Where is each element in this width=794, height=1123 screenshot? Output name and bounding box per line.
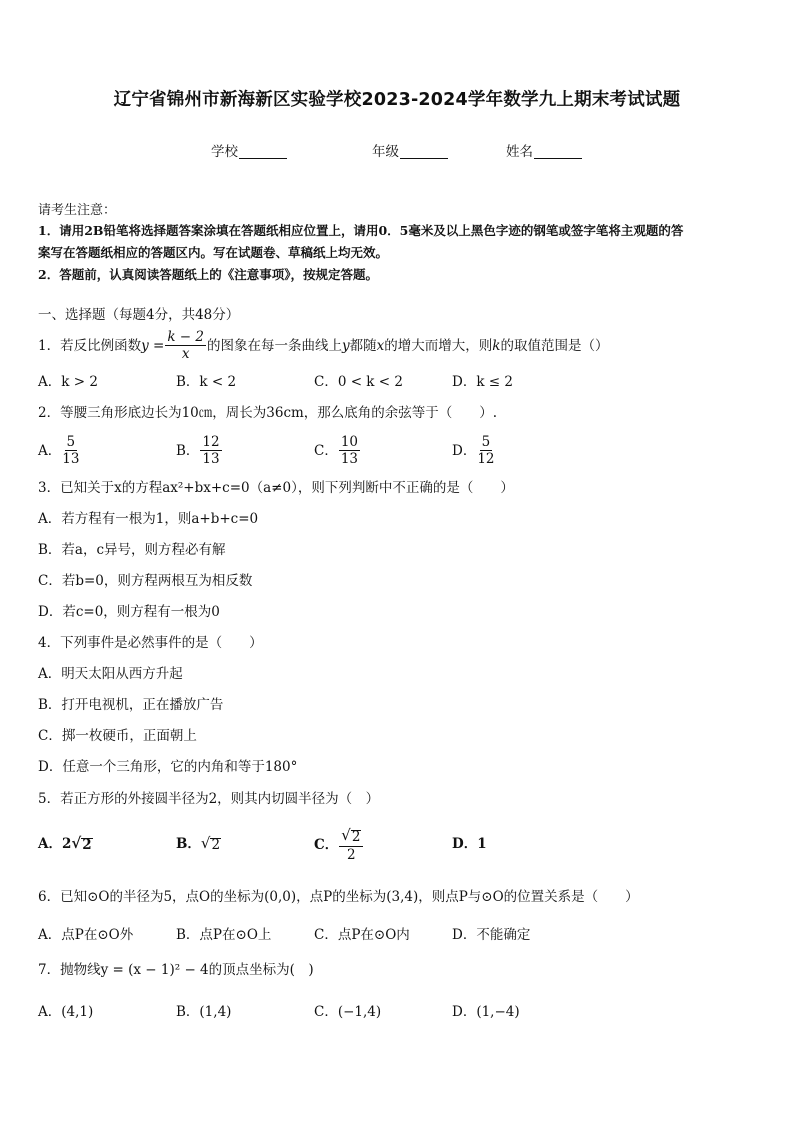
notice-item-1-cont: 案写在答题纸相应的答题区内。写在试题卷、草稿纸上均无效。 [38, 245, 389, 260]
q5-option-b-sqrt [200, 833, 221, 853]
q2-option-c [314, 432, 361, 470]
q6-option-b: B．点P在⊙O上 [176, 927, 272, 943]
notice-heading: 请考生注意： [38, 203, 117, 218]
q1-suffix-a: 的图象在每一条曲线上 [207, 338, 342, 354]
q6-stem: 6．已知⊙O的半径为5，点O的坐标为(0,0)，点P的坐标为(3,4)，则点P与⊙O的位置关系是（ ） [38, 889, 639, 905]
q2-c-den: 13 [340, 451, 359, 467]
q6-option-a: A．点P在⊙O外 [38, 927, 134, 943]
q5-a-radicand: 2 [82, 836, 92, 853]
q2-a-num: 5 [66, 433, 76, 450]
q3-option-c: C．若b=0，则方程两根互为相反数 [38, 573, 253, 589]
q2-option-d-label: D． [452, 443, 477, 459]
q2-option-b [176, 432, 223, 470]
q5-option-a [38, 834, 93, 854]
grade-blank [400, 144, 448, 159]
q7-option-d: D．(1,−4) [452, 1004, 520, 1020]
q6-option-d: D．不能确定 [452, 927, 531, 943]
q1-fraction [165, 328, 206, 362]
q2-option-a-label: A． [38, 443, 62, 459]
q2-option-c-label: C． [314, 443, 338, 459]
q7-option-c: C．(−1,4) [314, 1004, 382, 1020]
q5-option-d [452, 834, 487, 854]
q5-c-num [339, 828, 363, 847]
q1-option-b: B．k < 2 [176, 374, 237, 390]
q4-option-a: A．明天太阳从西方升起 [38, 666, 183, 682]
name-field [506, 140, 582, 160]
grade-field [372, 140, 448, 160]
q2-b-num: 12 [202, 433, 220, 450]
q1-option-d: D．k ≤ 2 [452, 374, 513, 390]
q2-d-den: 12 [477, 451, 495, 467]
name-label: 姓名 [506, 144, 533, 160]
q2-option-d-fraction [477, 433, 495, 467]
section-heading: 一、选择题（每题4分，共48分） [38, 307, 240, 323]
q1-suffix-b: 都随 [349, 338, 377, 354]
notice-item-1: 1．请用2B铅笔将选择题答案涂填在答题纸相应位置上，请用0．5毫米及以上黑色字迹的钢笔或签字笔将主观题的答 [38, 223, 684, 238]
radical-icon: √ [200, 833, 211, 852]
q5-option-a-sqrt [71, 833, 92, 853]
q2-stem: 2．等腰三角形底边长为10㎝，周长为36cm，那么底角的余弦等于（ ）. [38, 405, 498, 421]
q5-option-b [176, 834, 221, 854]
school-blank [239, 144, 287, 159]
q5-stem: 5．若正方形的外接圆半径为2，则其内切圆半径为（ ） [38, 791, 380, 807]
q6-option-c: C．点P在⊙O内 [314, 927, 410, 943]
name-blank [534, 144, 582, 159]
q5-option-d-value: 1 [477, 836, 487, 852]
q5-option-d-label: D． [452, 836, 478, 852]
q2-option-a-fraction [62, 433, 80, 467]
q1-var-x: x [376, 338, 385, 354]
notice-item-2: 2．答题前，认真阅读答题纸上的《注意事项》，按规定答题。 [38, 267, 378, 282]
q5-option-b-label: B． [176, 836, 201, 852]
q1-option-c: C．0 < k < 2 [314, 374, 403, 390]
q1-frac-num: k − 2 [167, 328, 204, 345]
school-label: 学校 [211, 144, 238, 160]
q4-option-b: B．打开电视机，正在播放广告 [38, 697, 224, 713]
q2-option-a [38, 432, 80, 470]
q2-a-den: 13 [62, 451, 80, 467]
q2-b-den: 13 [202, 451, 220, 467]
radical-icon: √ [71, 833, 82, 852]
q4-stem: 4．下列事件是必然事件的是（ ） [38, 635, 263, 651]
q4-option-c: C．掷一枚硬币，正面朝上 [38, 728, 197, 744]
q1-prefix: 1．若反比例函数 [38, 338, 142, 354]
q1-suffix-c: 的增大而增大，则 [384, 338, 493, 354]
q5-option-a-coef: 2 [61, 836, 72, 852]
q5-b-radicand: 2 [211, 836, 221, 853]
page-title: 辽宁省锦州市新海新区实验学校2023-2024学年数学九上期末考试试题 [113, 90, 681, 110]
q2-c-num: 10 [340, 433, 359, 450]
q2-option-d [452, 432, 496, 470]
q5-c-den: 2 [347, 846, 356, 863]
q7-option-b: B．(1,4) [176, 1004, 232, 1020]
grade-label: 年级 [372, 144, 399, 160]
q7-stem: 7．抛物线y = (x − 1)² − 4的顶点坐标为( ) [38, 962, 314, 978]
q2-option-b-label: B． [176, 443, 200, 459]
q2-option-b-fraction [200, 433, 221, 467]
q5-option-c [314, 824, 364, 866]
q1-option-a: A．k > 2 [38, 374, 98, 390]
q5-c-radicand: 2 [351, 829, 361, 845]
q5-option-c-fraction [339, 828, 363, 862]
q3-option-b: B．若a，c异号，则方程必有解 [38, 542, 226, 558]
q1-var-k: k [492, 338, 501, 354]
q1-stem [38, 326, 608, 366]
q5-option-c-label: C． [314, 837, 339, 853]
q3-option-d: D．若c=0，则方程有一根为0 [38, 604, 220, 620]
q7-option-a: A．(4,1) [38, 1004, 94, 1020]
q2-option-c-fraction [339, 433, 360, 467]
q2-d-num: 5 [481, 433, 491, 450]
q5-option-a-label: A． [38, 836, 62, 852]
q1-suffix-d: 的取值范围是（） [500, 338, 609, 354]
q3-option-a: A．若方程有一根为1，则a+b+c=0 [38, 511, 259, 527]
radical-icon: √ [341, 826, 351, 844]
school-field [211, 140, 287, 160]
q1-var-y: y [342, 338, 350, 354]
q1-func-lhs: y = [141, 338, 165, 354]
q4-option-d: D．任意一个三角形，它的内角和等于180° [38, 759, 298, 775]
q1-frac-den: x [181, 346, 190, 362]
q3-stem: 3．已知关于x的方程ax²+bx+c=0（a≠0），则下列判断中不正确的是（ ） [38, 480, 514, 496]
